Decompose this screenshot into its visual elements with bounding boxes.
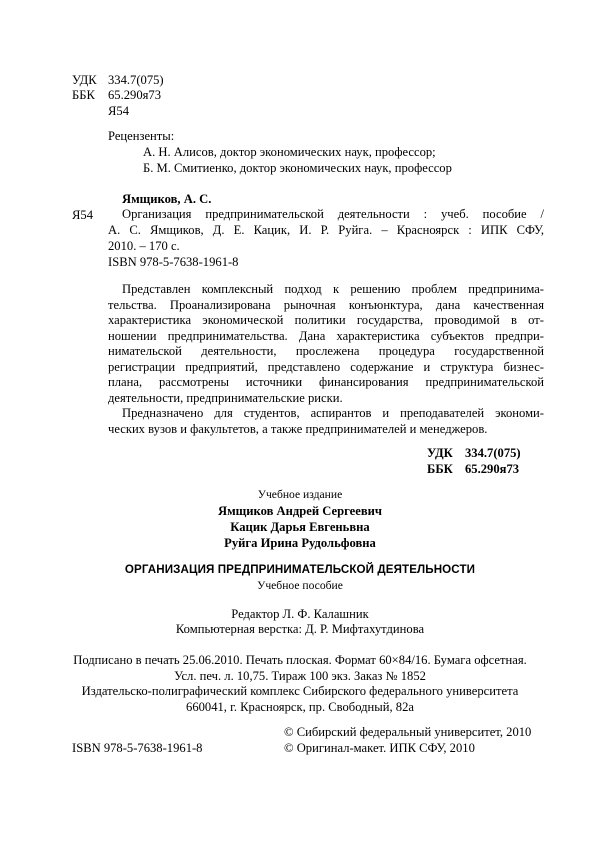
abstract-line: характеристика экономической политики государства, проводимой в от- (108, 313, 544, 327)
bib-line: 2010. – 170 с. (108, 239, 180, 253)
imprint-line: Подписано в печать 25.06.2010. Печать плоская. Формат 60×84/16. Бумага офсетная. (73, 653, 527, 667)
reviewer-line: А. Н. Алисов, доктор экономических наук, профессор; (143, 145, 436, 159)
bbk-value: 65.290я73 (108, 88, 162, 102)
edition-author: Кацик Дарья Евгеньвна (230, 520, 370, 534)
reviewer-line: Б. М. Смитиенко, доктор экономических наук, профессор (143, 161, 452, 175)
edition-author: Руйга Ирина Рудольфовна (224, 536, 376, 550)
edition-subtitle: Учебное пособие (257, 579, 343, 592)
copyright-layout: © Оригинал-макет. ИПК СФУ, 2010 (284, 741, 475, 755)
bbk-label-bold: ББК (427, 462, 453, 476)
copyright-university: © Сибирский федеральный университет, 2010 (284, 725, 532, 739)
author-mark: Я54 (108, 104, 129, 118)
abstract-line: тельства. Проанализирована рыночная конъюнктура, дана качественная (108, 297, 544, 312)
bib-isbn: ISBN 978-5-7638-1961-8 (108, 255, 239, 269)
edition-type: Учебное издание (257, 488, 343, 501)
footer-isbn: ISBN 978-5-7638-1961-8 (72, 741, 203, 755)
abstract-line: регистрации предприятий, представлено содержание и структура бизнес- (108, 359, 544, 374)
credit-layout: Компьютерная верстка: Д. Р. Мифтахутдинова (175, 622, 425, 636)
bbk-label: ББК (72, 88, 95, 102)
bib-mark: Я54 (72, 208, 93, 222)
imprint-line: Усл. печ. л. 10,75. Тираж 100 экз. Заказ № 1852 (174, 669, 426, 683)
abstract-line: Предназначено для студентов, аспирантов и преподавателей экономи- (122, 406, 544, 420)
imprint-line: Издательско-полиграфический комплекс Сибирского федерального университета (81, 684, 519, 698)
udk-label-bold: УДК (427, 446, 453, 460)
bbk-value-bold: 65.290я73 (465, 462, 520, 476)
abstract-line: деятельности, предпринимательские риски. (108, 390, 343, 405)
udk-label: УДК (72, 73, 97, 87)
abstract-line: плана, рассмотрены источники финансирования предпринимательской (108, 375, 544, 389)
udk-value-bold: 334.7(075) (465, 446, 521, 460)
imprint-line: 660041, г. Красноярск, пр. Свободный, 82а (186, 700, 414, 714)
udk-value: 334.7(075) (108, 73, 164, 87)
abstract-line: Представлен комплексный подход к решению проблем предпринима- (122, 282, 544, 296)
bib-line: Организация предпринимательской деятельности : учеб. пособие / (122, 207, 544, 221)
bib-line: А. С. Ямщиков, Д. Е. Кацик, И. Р. Руйга. – Красноярск : ИПК СФУ, (108, 223, 544, 237)
credit-editor: Редактор Л. Ф. Калашник (231, 607, 369, 621)
abstract-line: ношении предпринимательства. Дана характеристика субъектов предпри- (108, 328, 544, 343)
abstract-line: нимательской деятельности, прослежена процедура государственной (108, 344, 544, 358)
reviewers-heading: Рецензенты: (108, 129, 175, 143)
abstract-line: ческих вузов и факультетов, а также предпринимателей и менеджеров. (108, 421, 488, 436)
edition-title: ОРГАНИЗАЦИЯ ПРЕДПРИНИМАТЕЛЬСКОЙ ДЕЯТЕЛЬНОСТИ (124, 563, 476, 576)
bib-author: Ямщиков, А. С. (122, 192, 212, 206)
edition-author: Ямщиков Андрей Сергеевич (217, 504, 383, 518)
